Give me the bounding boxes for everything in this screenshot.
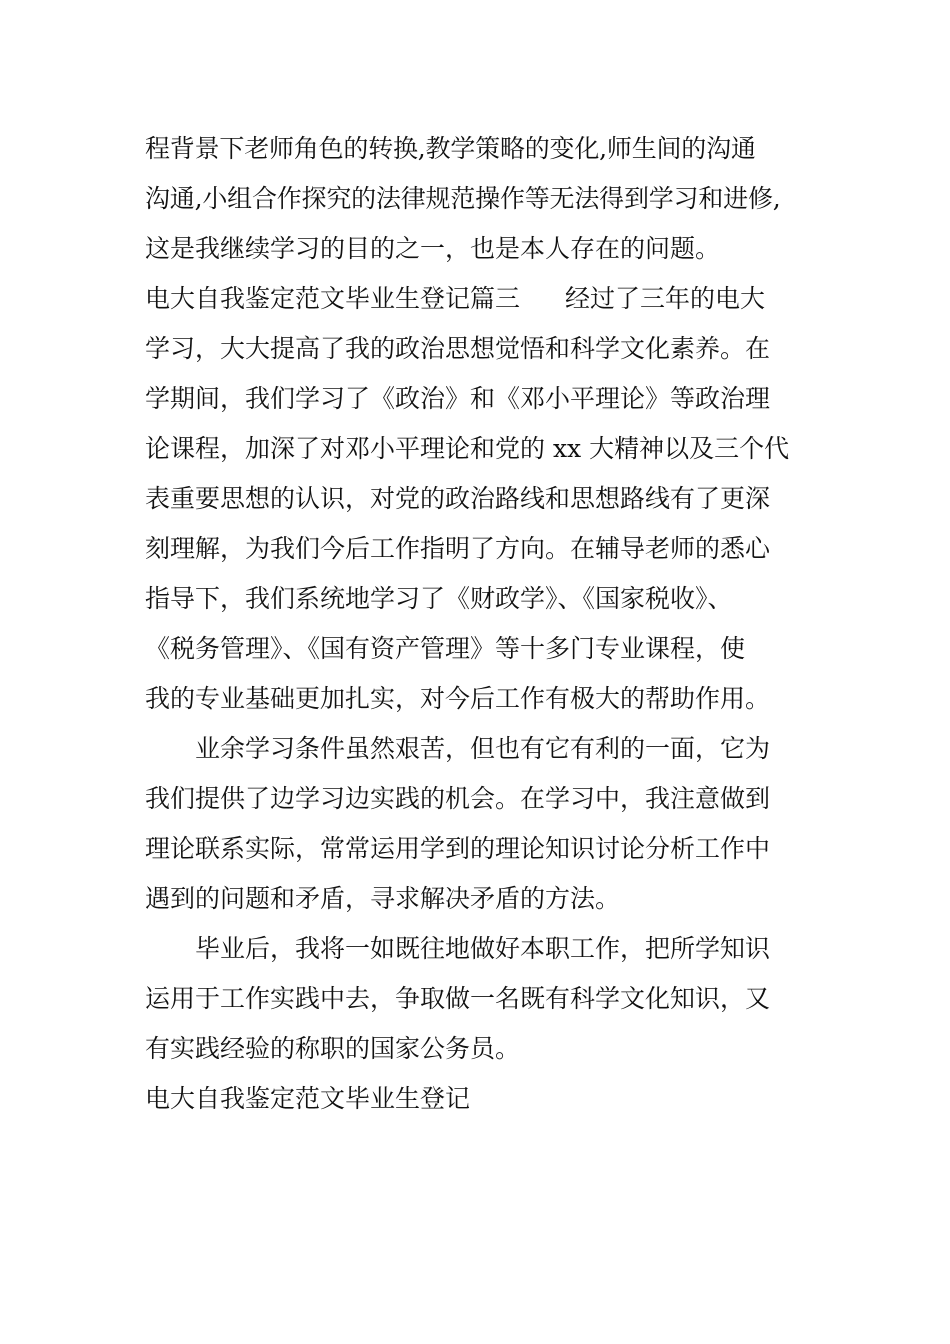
section-heading-line [145, 274, 825, 324]
text-line: 经过了三年的电大 [565, 284, 766, 313]
text-line: 我们提供了边学习边实践的机会。在学习中，我注意做到 [145, 784, 771, 813]
text-line: 业余学习条件虽然艰苦，但也有它有利的一面，它为 [195, 734, 771, 763]
section-heading: 电大自我鉴定范文毕业生登记篇三 [145, 284, 521, 313]
text-line: 我的专业基础更加扎实，对今后工作有极大的帮助作用。 [145, 684, 771, 713]
text-line: 指导下，我们系统地学习了《财政学》、《国家税收》、 [145, 584, 733, 613]
document-body [145, 124, 825, 1124]
text-line: 沟通,小组合作探究的法律规范操作等无法得到学习和进修, [145, 184, 781, 213]
text-line: 遇到的问题和矛盾，寻求解决矛盾的方法。 [145, 884, 621, 913]
text-line: 论课程，加深了对邓小平理论和党的 xx 大精神以及三个代 [145, 434, 790, 463]
text-line: 程背景下老师角色的转换,教学策略的变化,师生间的沟通 [145, 134, 756, 163]
text-line: 《税务管理》、《国有资产管理》等十多门专业课程，使 [145, 634, 746, 663]
text-line: 理论联系实际，常常运用学到的理论知识讨论分析工作中 [145, 834, 771, 863]
text-line: 学期间，我们学习了《政治》和《邓小平理论》等政治理 [145, 384, 771, 413]
text-line: 表重要思想的认识，对党的政治路线和思想路线有了更深 [145, 484, 771, 513]
text-line: 学习，大大提高了我的政治思想觉悟和科学文化素养。在 [145, 334, 771, 363]
text-line: 刻理解，为我们今后工作指明了方向。在辅导老师的悉心 [145, 534, 771, 563]
section-heading: 电大自我鉴定范文毕业生登记 [145, 1084, 471, 1113]
text-line: 运用于工作实践中去，争取做一名既有科学文化知识，又 [145, 984, 771, 1013]
text-line: 有实践经验的称职的国家公务员。 [145, 1034, 521, 1063]
text-line: 这是我继续学习的目的之一，也是本人存在的问题。 [145, 234, 721, 263]
text-line: 毕业后，我将一如既往地做好本职工作，把所学知识 [195, 934, 771, 963]
